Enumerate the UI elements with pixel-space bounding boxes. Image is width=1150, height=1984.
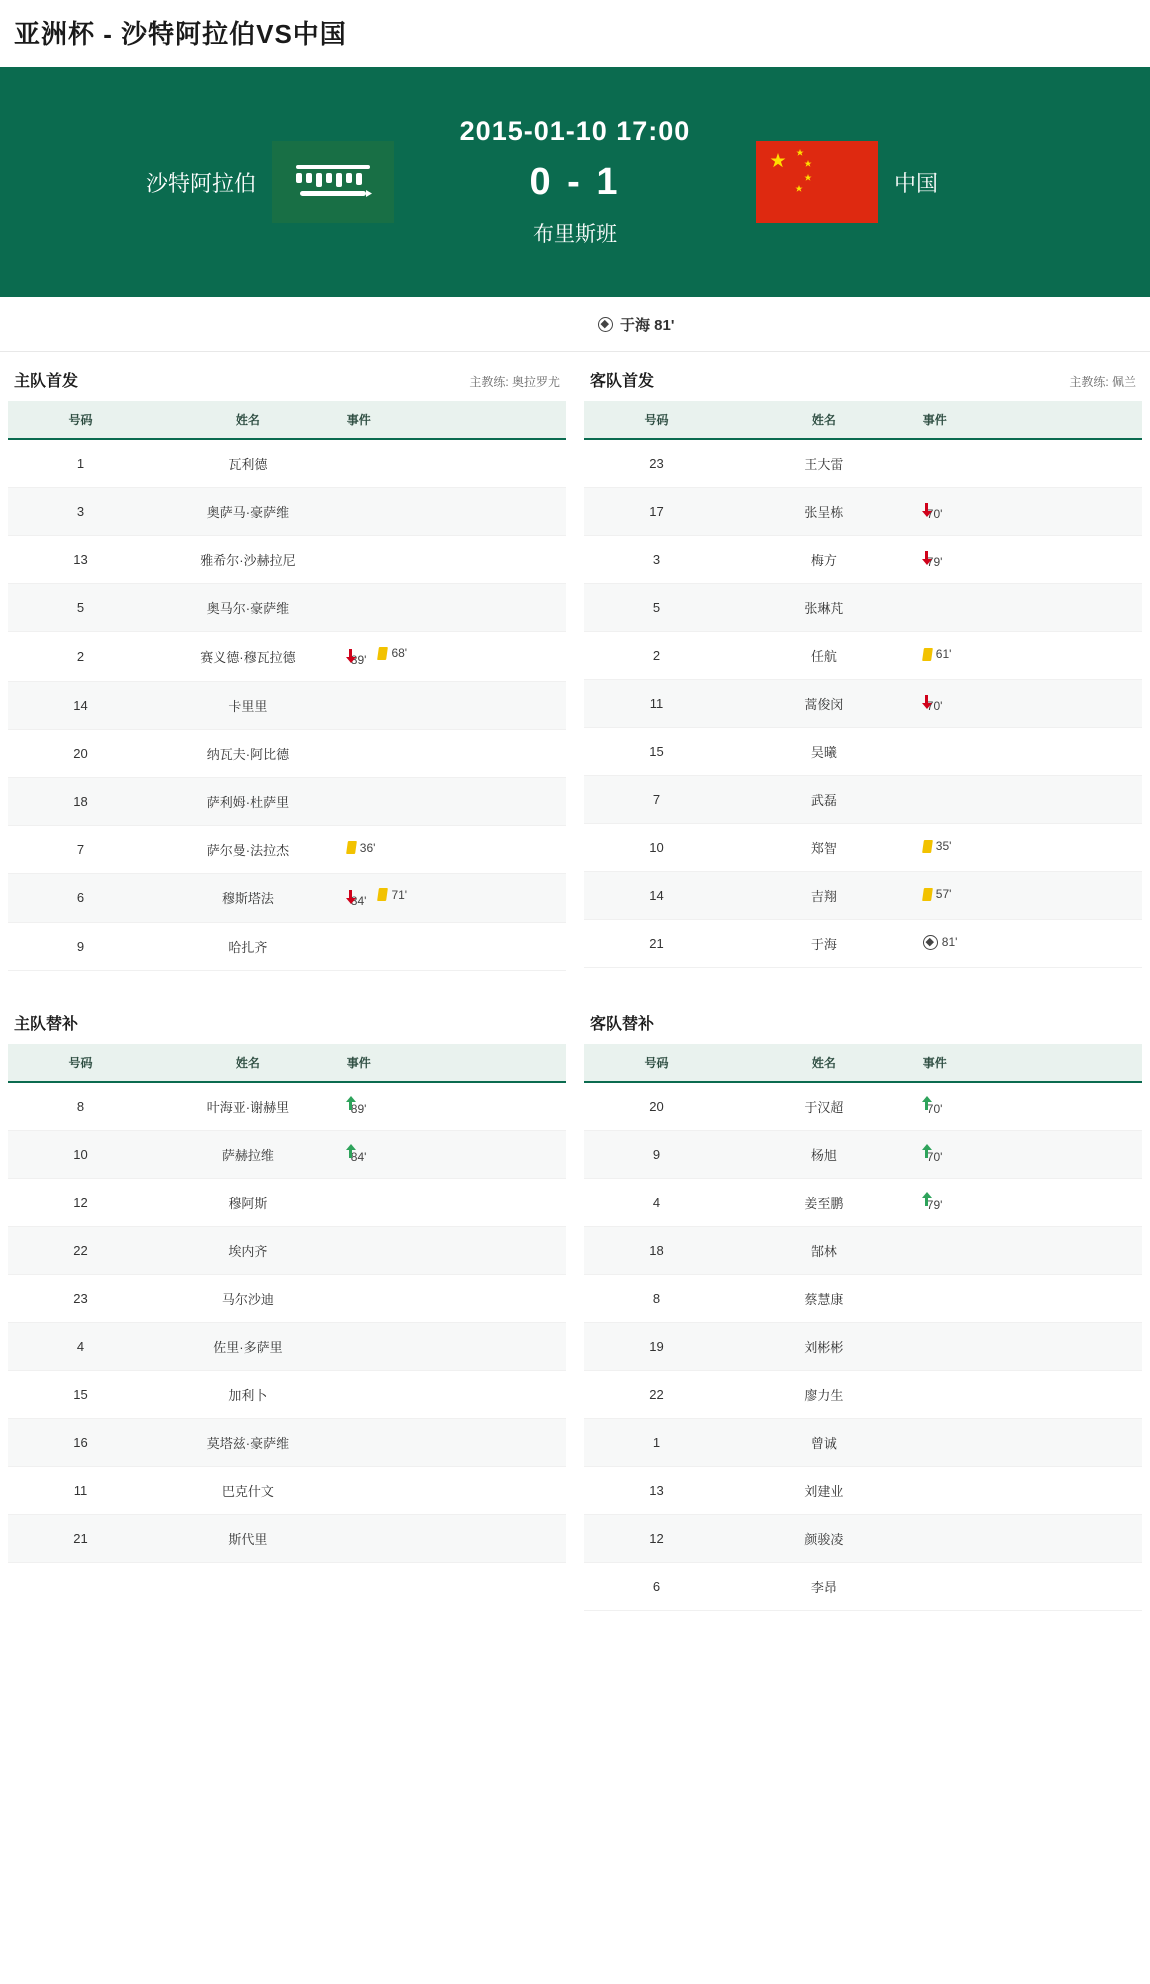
player-number: 7 — [8, 825, 153, 873]
player-events — [343, 1467, 566, 1515]
match-venue: 布里斯班 — [533, 223, 617, 246]
player-events — [343, 1131, 566, 1179]
goal-text: 于海 81' — [620, 316, 675, 334]
player-events — [919, 439, 1142, 488]
player-name: 郜林 — [729, 1227, 919, 1275]
player-name: 刘建业 — [729, 1467, 919, 1515]
table-row — [584, 776, 1142, 824]
player-number: 23 — [584, 439, 729, 488]
player-events — [919, 1179, 1142, 1227]
yellow-card-icon — [378, 888, 389, 901]
table-row — [8, 1131, 566, 1179]
player-number: 2 — [584, 632, 729, 680]
event-minute: 70' — [926, 699, 943, 713]
player-name: 赛义德·穆瓦拉德 — [153, 632, 343, 682]
player-number: 3 — [584, 536, 729, 584]
home-coach: 主教练: 奥拉罗尤 — [469, 375, 560, 389]
player-number: 22 — [584, 1371, 729, 1419]
event-sub-in — [923, 1198, 943, 1212]
player-number: 19 — [584, 1323, 729, 1371]
player-name: 吴曦 — [729, 728, 919, 776]
table-row — [584, 824, 1142, 872]
player-name: 王大雷 — [729, 439, 919, 488]
bottom-padding — [0, 1611, 1150, 1641]
table-header-row — [584, 401, 1142, 439]
event-minute: 36' — [359, 840, 376, 855]
away-coach: 主教练: 佩兰 — [1069, 375, 1136, 389]
event-yellow-card — [923, 839, 952, 853]
player-number: 14 — [8, 681, 153, 729]
event-minute: 89' — [350, 1102, 367, 1116]
player-events — [343, 488, 566, 536]
player-number: 18 — [8, 777, 153, 825]
event-sub-out — [347, 894, 367, 908]
player-name: 萨赫拉维 — [153, 1131, 343, 1179]
table-row — [584, 920, 1142, 968]
table-row — [8, 1275, 566, 1323]
player-name: 任航 — [729, 632, 919, 680]
yellow-card-icon — [922, 840, 933, 853]
player-events — [343, 536, 566, 584]
match-date: 2015-01-10 17:00 — [459, 116, 691, 146]
header-name: 姓名 — [729, 1044, 919, 1082]
goals-bar — [0, 297, 1150, 352]
player-events — [919, 536, 1142, 584]
player-events — [919, 1467, 1142, 1515]
event-yellow-card — [347, 841, 376, 855]
player-name: 郑智 — [729, 824, 919, 872]
player-events — [343, 923, 566, 971]
away-sub-table — [584, 1044, 1142, 1611]
player-name: 佐里·多萨里 — [153, 1323, 343, 1371]
away-start-body — [584, 439, 1142, 968]
player-number: 4 — [8, 1323, 153, 1371]
event-sub-in — [923, 1102, 943, 1116]
player-events — [919, 584, 1142, 632]
player-number: 21 — [584, 920, 729, 968]
event-sub-in — [923, 1150, 943, 1164]
header-name: 姓名 — [153, 401, 343, 439]
away-sub-head — [584, 995, 1142, 1044]
player-number: 1 — [8, 439, 153, 488]
player-events — [343, 1515, 566, 1563]
player-events — [343, 439, 566, 488]
player-name: 叶海亚·谢赫里 — [153, 1082, 343, 1131]
event-yellow-card — [923, 887, 952, 901]
player-events — [919, 1323, 1142, 1371]
away-start-table — [584, 401, 1142, 968]
event-minute: 79' — [926, 1198, 943, 1212]
player-number: 21 — [8, 1515, 153, 1563]
player-name: 加利卜 — [153, 1371, 343, 1419]
goal-icon — [923, 935, 938, 950]
player-number: 7 — [584, 776, 729, 824]
player-events — [343, 825, 566, 873]
event-sub-out — [347, 653, 367, 667]
player-number: 6 — [8, 873, 153, 923]
player-number: 5 — [8, 584, 153, 632]
table-row — [584, 1371, 1142, 1419]
player-events — [343, 873, 566, 923]
table-row — [8, 1419, 566, 1467]
player-events — [919, 1419, 1142, 1467]
home-team-block — [30, 141, 410, 223]
home-sub-head — [8, 995, 566, 1044]
player-name: 武磊 — [729, 776, 919, 824]
starting-lineups — [0, 352, 1150, 971]
header-event: 事件 — [343, 401, 566, 439]
event-yellow-card — [378, 888, 407, 902]
player-number: 22 — [8, 1227, 153, 1275]
yellow-card-icon — [922, 648, 933, 661]
home-goals — [0, 297, 575, 351]
event-yellow-card — [378, 646, 407, 660]
header-number: 号码 — [8, 401, 153, 439]
player-name: 斯代里 — [153, 1515, 343, 1563]
player-name: 张琳芃 — [729, 584, 919, 632]
player-events — [343, 1179, 566, 1227]
away-goals — [575, 297, 1150, 351]
player-events — [919, 488, 1142, 536]
header-number: 号码 — [584, 1044, 729, 1082]
table-row — [584, 1563, 1142, 1611]
player-name: 莫塔兹·豪萨维 — [153, 1419, 343, 1467]
player-name: 梅方 — [729, 536, 919, 584]
player-name: 纳瓦夫·阿比德 — [153, 729, 343, 777]
player-number: 10 — [584, 824, 729, 872]
event-sub-out — [923, 555, 943, 569]
player-name: 埃内齐 — [153, 1227, 343, 1275]
player-events — [919, 1082, 1142, 1131]
home-sub-table — [8, 1044, 566, 1563]
player-number: 20 — [584, 1082, 729, 1131]
home-sub-title: 主队替补 — [14, 1016, 79, 1033]
player-name: 瓦利德 — [153, 439, 343, 488]
player-number: 9 — [8, 923, 153, 971]
table-row — [8, 488, 566, 536]
table-row — [584, 1419, 1142, 1467]
yellow-card-icon — [922, 888, 933, 901]
table-row — [584, 728, 1142, 776]
table-row — [8, 1371, 566, 1419]
player-name: 曾诚 — [729, 1419, 919, 1467]
table-row — [8, 825, 566, 873]
header-number: 号码 — [8, 1044, 153, 1082]
player-events — [919, 1131, 1142, 1179]
player-name: 蒿俊闵 — [729, 680, 919, 728]
player-number: 4 — [584, 1179, 729, 1227]
event-yellow-card — [923, 647, 952, 661]
player-events — [343, 1371, 566, 1419]
goal-icon — [598, 317, 613, 332]
player-name: 于汉超 — [729, 1082, 919, 1131]
player-name: 卡里里 — [153, 681, 343, 729]
player-number: 3 — [8, 488, 153, 536]
table-row — [584, 1323, 1142, 1371]
away-sub-title: 客队替补 — [590, 1016, 655, 1033]
player-number: 13 — [584, 1467, 729, 1515]
player-number: 6 — [584, 1563, 729, 1611]
player-events — [919, 1227, 1142, 1275]
event-minute: 84' — [350, 1150, 367, 1164]
table-row — [8, 584, 566, 632]
away-sub-column — [584, 995, 1142, 1611]
player-name: 姜至鹏 — [729, 1179, 919, 1227]
player-name: 巴克什文 — [153, 1467, 343, 1515]
header-number: 号码 — [584, 401, 729, 439]
table-row — [584, 584, 1142, 632]
player-number: 8 — [8, 1082, 153, 1131]
table-row — [584, 1131, 1142, 1179]
player-name: 穆阿斯 — [153, 1179, 343, 1227]
player-name: 萨利姆·杜萨里 — [153, 777, 343, 825]
player-events — [343, 1082, 566, 1131]
table-row — [8, 1179, 566, 1227]
header-event: 事件 — [919, 401, 1142, 439]
player-name: 穆斯塔法 — [153, 873, 343, 923]
player-number: 2 — [8, 632, 153, 682]
player-name: 马尔沙迪 — [153, 1275, 343, 1323]
table-row — [8, 1515, 566, 1563]
event-minute: 57' — [935, 887, 952, 902]
home-start-table — [8, 401, 566, 971]
player-name: 刘彬彬 — [729, 1323, 919, 1371]
table-row — [8, 536, 566, 584]
table-row — [8, 681, 566, 729]
home-start-body — [8, 439, 566, 971]
home-team-name: 沙特阿拉伯 — [145, 170, 256, 196]
player-name: 于海 — [729, 920, 919, 968]
table-row — [8, 1227, 566, 1275]
player-number: 12 — [8, 1179, 153, 1227]
player-events — [919, 920, 1142, 968]
player-number: 14 — [584, 872, 729, 920]
player-number: 15 — [584, 728, 729, 776]
player-number: 13 — [8, 536, 153, 584]
match-score: 0 - 1 — [529, 161, 621, 203]
table-row — [8, 439, 566, 488]
player-number: 23 — [8, 1275, 153, 1323]
match-info — [410, 116, 740, 248]
event-minute: 89' — [350, 652, 367, 667]
player-events — [919, 776, 1142, 824]
player-number: 8 — [584, 1275, 729, 1323]
player-events — [919, 872, 1142, 920]
away-start-head — [584, 352, 1142, 401]
player-number: 17 — [584, 488, 729, 536]
table-row — [8, 1082, 566, 1131]
player-name: 李昂 — [729, 1563, 919, 1611]
table-row — [584, 872, 1142, 920]
table-row — [8, 1467, 566, 1515]
player-number: 1 — [584, 1419, 729, 1467]
event-sub-in — [347, 1150, 367, 1164]
header-name: 姓名 — [153, 1044, 343, 1082]
player-name: 杨旭 — [729, 1131, 919, 1179]
table-row — [584, 536, 1142, 584]
player-name: 蔡慧康 — [729, 1275, 919, 1323]
table-row — [584, 439, 1142, 488]
section-spacer — [0, 971, 1150, 995]
saudi-arabia-flag — [256, 141, 410, 223]
player-name: 雅希尔·沙赫拉尼 — [153, 536, 343, 584]
player-events — [343, 1227, 566, 1275]
table-header-row — [584, 1044, 1142, 1082]
table-row — [8, 1323, 566, 1371]
page-title: 亚洲杯 - 沙特阿拉伯VS中国 — [14, 19, 347, 49]
away-team-name: 中国 — [894, 170, 939, 196]
player-name: 颜骏凌 — [729, 1515, 919, 1563]
player-events — [343, 1323, 566, 1371]
event-goal — [923, 935, 958, 950]
event-minute: 84' — [350, 894, 367, 908]
table-row — [584, 1467, 1142, 1515]
event-minute: 61' — [935, 647, 952, 662]
away-sub-body — [584, 1082, 1142, 1611]
china-flag — [740, 141, 894, 223]
event-minute: 71' — [391, 887, 408, 902]
player-events — [919, 824, 1142, 872]
player-number: 11 — [584, 680, 729, 728]
player-name: 廖力生 — [729, 1371, 919, 1419]
player-number: 12 — [584, 1515, 729, 1563]
header-event: 事件 — [343, 1044, 566, 1082]
player-number: 16 — [8, 1419, 153, 1467]
table-row — [584, 1227, 1142, 1275]
player-events — [919, 1515, 1142, 1563]
home-sub-column — [8, 995, 566, 1611]
player-events — [343, 1419, 566, 1467]
player-name: 萨尔曼·法拉杰 — [153, 825, 343, 873]
player-number: 20 — [8, 729, 153, 777]
table-row — [584, 1275, 1142, 1323]
event-minute: 79' — [926, 555, 943, 569]
substitute-lineups — [0, 995, 1150, 1611]
player-events — [919, 632, 1142, 680]
away-starting-column — [584, 352, 1142, 971]
player-name: 哈扎齐 — [153, 923, 343, 971]
player-events — [919, 1371, 1142, 1419]
table-row — [584, 488, 1142, 536]
goal-entry — [598, 314, 674, 335]
player-events — [343, 681, 566, 729]
player-events — [343, 1275, 566, 1323]
event-minute: 81' — [941, 935, 958, 949]
event-sub-in — [347, 1102, 367, 1116]
table-row — [584, 632, 1142, 680]
table-row — [8, 729, 566, 777]
header-event: 事件 — [919, 1044, 1142, 1082]
table-header-row — [8, 401, 566, 439]
player-name: 吉翔 — [729, 872, 919, 920]
player-events — [919, 728, 1142, 776]
away-start-title: 客队首发 — [590, 373, 655, 390]
table-row — [8, 777, 566, 825]
player-events — [343, 777, 566, 825]
table-row — [584, 1179, 1142, 1227]
player-name: 奥萨马·豪萨维 — [153, 488, 343, 536]
player-events — [343, 632, 566, 682]
player-name: 奥马尔·豪萨维 — [153, 584, 343, 632]
table-row — [584, 680, 1142, 728]
table-header-row — [8, 1044, 566, 1082]
event-minute: 68' — [391, 646, 408, 660]
home-start-title: 主队首发 — [14, 373, 79, 390]
yellow-card-icon — [378, 647, 389, 660]
event-minute: 70' — [926, 1102, 943, 1116]
home-starting-column — [8, 352, 566, 971]
player-number: 9 — [584, 1131, 729, 1179]
event-minute: 70' — [926, 1150, 943, 1164]
home-start-head — [8, 352, 566, 401]
player-number: 10 — [8, 1131, 153, 1179]
home-sub-body — [8, 1082, 566, 1563]
player-number: 18 — [584, 1227, 729, 1275]
player-number: 5 — [584, 584, 729, 632]
table-row — [8, 923, 566, 971]
player-name: 张呈栋 — [729, 488, 919, 536]
table-row — [584, 1515, 1142, 1563]
player-number: 15 — [8, 1371, 153, 1419]
player-number: 11 — [8, 1467, 153, 1515]
table-row — [584, 1082, 1142, 1131]
scoreboard — [0, 67, 1150, 297]
player-events — [919, 1275, 1142, 1323]
table-row — [8, 632, 566, 682]
event-minute: 35' — [935, 839, 952, 854]
player-events — [343, 584, 566, 632]
player-events — [343, 729, 566, 777]
table-row — [8, 873, 566, 923]
away-team-block — [740, 141, 1120, 223]
player-events — [919, 1563, 1142, 1611]
player-events — [919, 680, 1142, 728]
header-name: 姓名 — [729, 401, 919, 439]
event-sub-out — [923, 507, 943, 521]
yellow-card-icon — [346, 841, 357, 854]
event-sub-out — [923, 699, 943, 713]
event-minute: 70' — [926, 507, 943, 521]
